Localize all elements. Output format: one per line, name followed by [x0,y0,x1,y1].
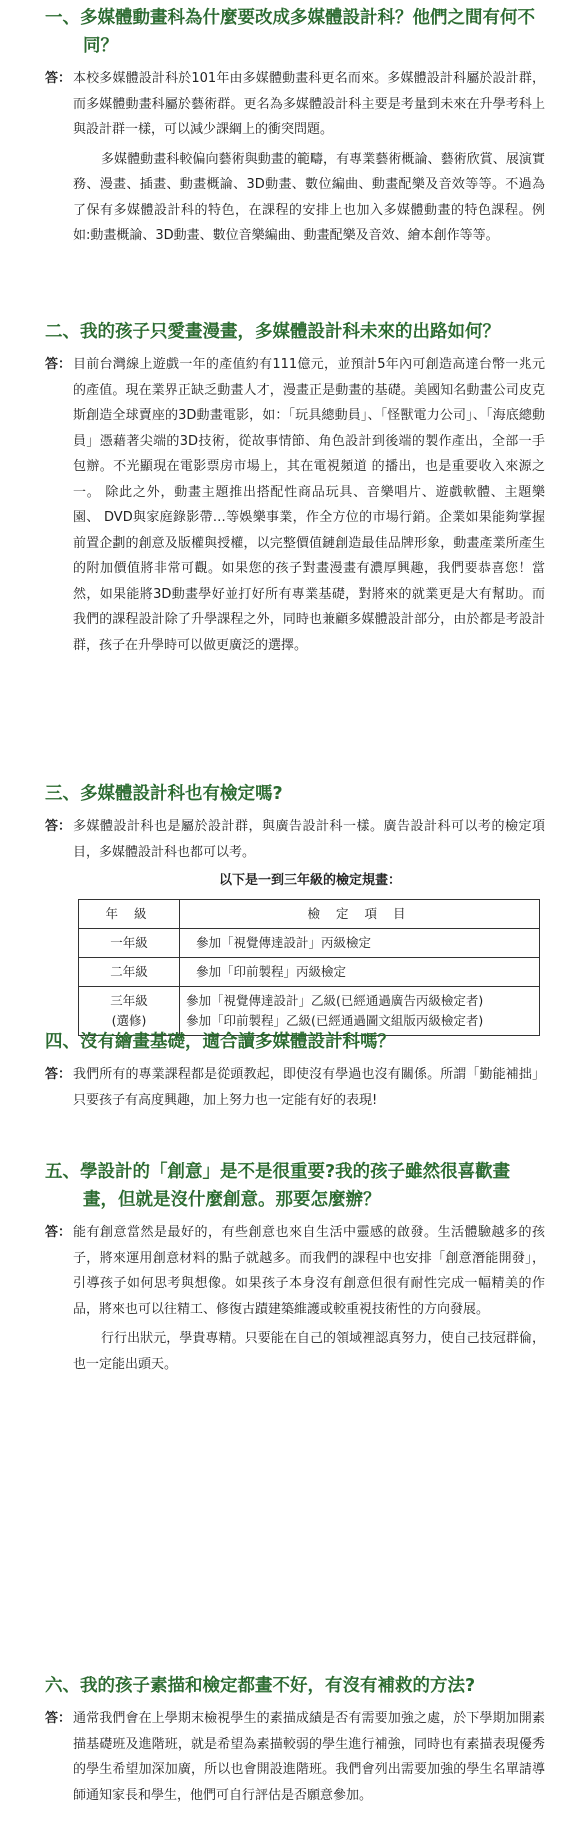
table-header-grade: 年 級 [79,900,180,929]
question-heading: 六、我的孩子素描和檢定都畫不好，有沒有補救的方法? [45,1676,476,1696]
table-header-row [79,900,540,929]
question-heading: 二、我的孩子只愛畫漫畫，多媒體設計科未來的出路如何？ [45,322,500,342]
table-caption: 以下是一到三年級的檢定規畫： [218,873,401,888]
answer-block [45,66,545,249]
table-row [79,958,540,987]
grade-line: 三年級 [110,993,148,1008]
answer-block [45,1220,545,1377]
cert-item: 參加「印前製程」丙級檢定 [196,964,347,979]
faq-section-5 [45,1158,545,1377]
table-cell-item [180,929,540,958]
answer-paragraph: 通常我們會在上學期末檢視學生的素描成績是否有需要加強之處，於下學期加開素描基礎班及進階班，就是希望為素描較弱的學生進行補強，同時也有素描表現優秀的學生希望加深加廣，所以也會開設進階班。我們會列出需要加強的學生名單請導師通知家長和學生，他們可自行評估是否願意參加。 [73,1711,545,1803]
question-heading: 五、學設計的「創意」是不是很重要?我的孩子雖然很喜歡畫畫，但就是沒什麼創意。那要怎麼辦？ [45,1162,511,1210]
grade-line: (選修) [111,1013,147,1028]
answer-block [45,1062,545,1113]
answer-block [45,352,545,658]
faq-section-4 [45,1028,545,1113]
faq-section-3 [45,780,545,1036]
cert-item: 參加「視覺傳達設計」乙級(已經通過廣告丙級檢定者) [186,993,484,1008]
question-heading: 四、沒有繪畫基礎，適合讀多媒體設計科嗎？ [45,1032,395,1052]
faq-section-1 [45,4,545,249]
answer-mark: 答： [45,1225,72,1240]
answer-mark: 答： [45,357,72,372]
answer-paragraph: 行行出狀元，學貴專精。只要能在自己的領域裡認真努力，使自己技冠群倫，也一定能出頭天。 [73,1331,545,1372]
answer-mark: 答： [45,1711,72,1726]
answer-paragraph: 多媒體動畫科較偏向藝術與動畫的範疇，有專業藝術概論、藝術欣賞、展演實務、漫畫、插畫、動畫概論、3D動畫、數位編曲、動畫配樂及音效等等。不過為了保有多媒體設計科的特色，在課程的安排上也加入多媒體動畫的特色課程。例如:動畫概論、3D動畫、數位音樂編曲、動畫配樂及音效、繪本創作等等。 [73,151,545,243]
faq-section-2 [45,318,545,658]
answer-mark: 答： [45,1067,72,1082]
table-header-items: 檢 定 項 目 [180,900,540,929]
certification-table [78,899,540,1036]
cert-item: 參加「視覺傳達設計」丙級檢定 [196,935,372,950]
question-heading: 一、多媒體動畫科為什麼要改成多媒體設計科？他們之間有何不同？ [45,8,535,56]
answer-mark: 答： [45,819,72,834]
answer-paragraph: 多媒體設計科也是屬於設計群，與廣告設計科一樣。廣告設計科可以考的檢定項目，多媒體設計科也都可以考。 [73,819,545,860]
table-cell-grade: 二年級 [79,958,180,987]
table-row [79,929,540,958]
answer-block [45,1706,545,1808]
answer-paragraph: 我們所有的專業課程都是從頭教起，即使沒有學過也沒有關係。所謂「勤能補拙」只要孩子有高度興趣，加上努力也一定能有好的表現! [73,1067,545,1108]
table-cell-item [180,958,540,987]
table-cell-grade: 一年級 [79,929,180,958]
cert-item: 參加「印前製程」乙級(已經通過圖文組版丙級檢定者) [186,1013,484,1028]
answer-paragraph: 能有創意當然是最好的，有些創意也來自生活中靈感的啟發。生活體驗越多的孩子，將來運用創意材料的點子就越多。而我們的課程中也安排「創意潛能開發」，引導孩子如何思考與想像。如果孩子本身沒有創意但很有耐性完成一幅精美的作品，將來也可以往精工、修復古蹟建築維護或較重視技術性的方向發展。 [73,1225,545,1317]
faq-section-6 [45,1672,545,1808]
answer-paragraph: 本校多媒體設計科於101年由多媒體動畫科更名而來。多媒體設計科屬於設計群，而多媒體動畫科屬於藝術群。更名為多媒體設計科主要是考量到未來在升學考科上與設計群一樣，可以減少課綱上的衝突問題。 [73,71,545,137]
answer-block [45,814,545,865]
answer-mark: 答： [45,71,72,86]
question-heading: 三、多媒體設計科也有檢定嗎? [45,784,283,804]
answer-paragraph: 目前台灣線上遊戲一年的產值約有111億元，並預計5年內可創造高達台幣一兆元的產值。現在業界正缺乏動畫人才，漫畫正是動畫的基礎。美國知名動畫公司皮克斯創造全球賣座的3D動畫電影，如：「玩具總動員」、「怪獸電力公司」、「海底總動員」憑藉著尖端的3D技術，從故事情節、角色設計到後端的製作產出，全部一手包辦。不光顯現在電影票房市場上，其在電視頻道 的播出，也是重要收入來源之一。 除此之外，動畫主題推出搭配性商品玩具、音樂唱片、遊戲軟體、主題樂園、 DVD與家庭錄影帶…等娛樂事業，作全方位的市場行銷。企業如果能夠掌握前置企劃的創意及版權與授權，以完整價值鏈創造最佳品牌形象，動畫產業所產生的附加價值將非常可觀。如果您的孩子對畫漫畫有濃厚興趣，我們要恭喜您！當然，如果能將3D動畫學好並打好所有專業基礎，對將來的就業更是大有幫助。而我們的課程設計除了升學課程之外，同時也兼顧多媒體設計部分，由於都是考設計群，孩子在升學時可以做更廣泛的選擇。 [73,357,545,653]
